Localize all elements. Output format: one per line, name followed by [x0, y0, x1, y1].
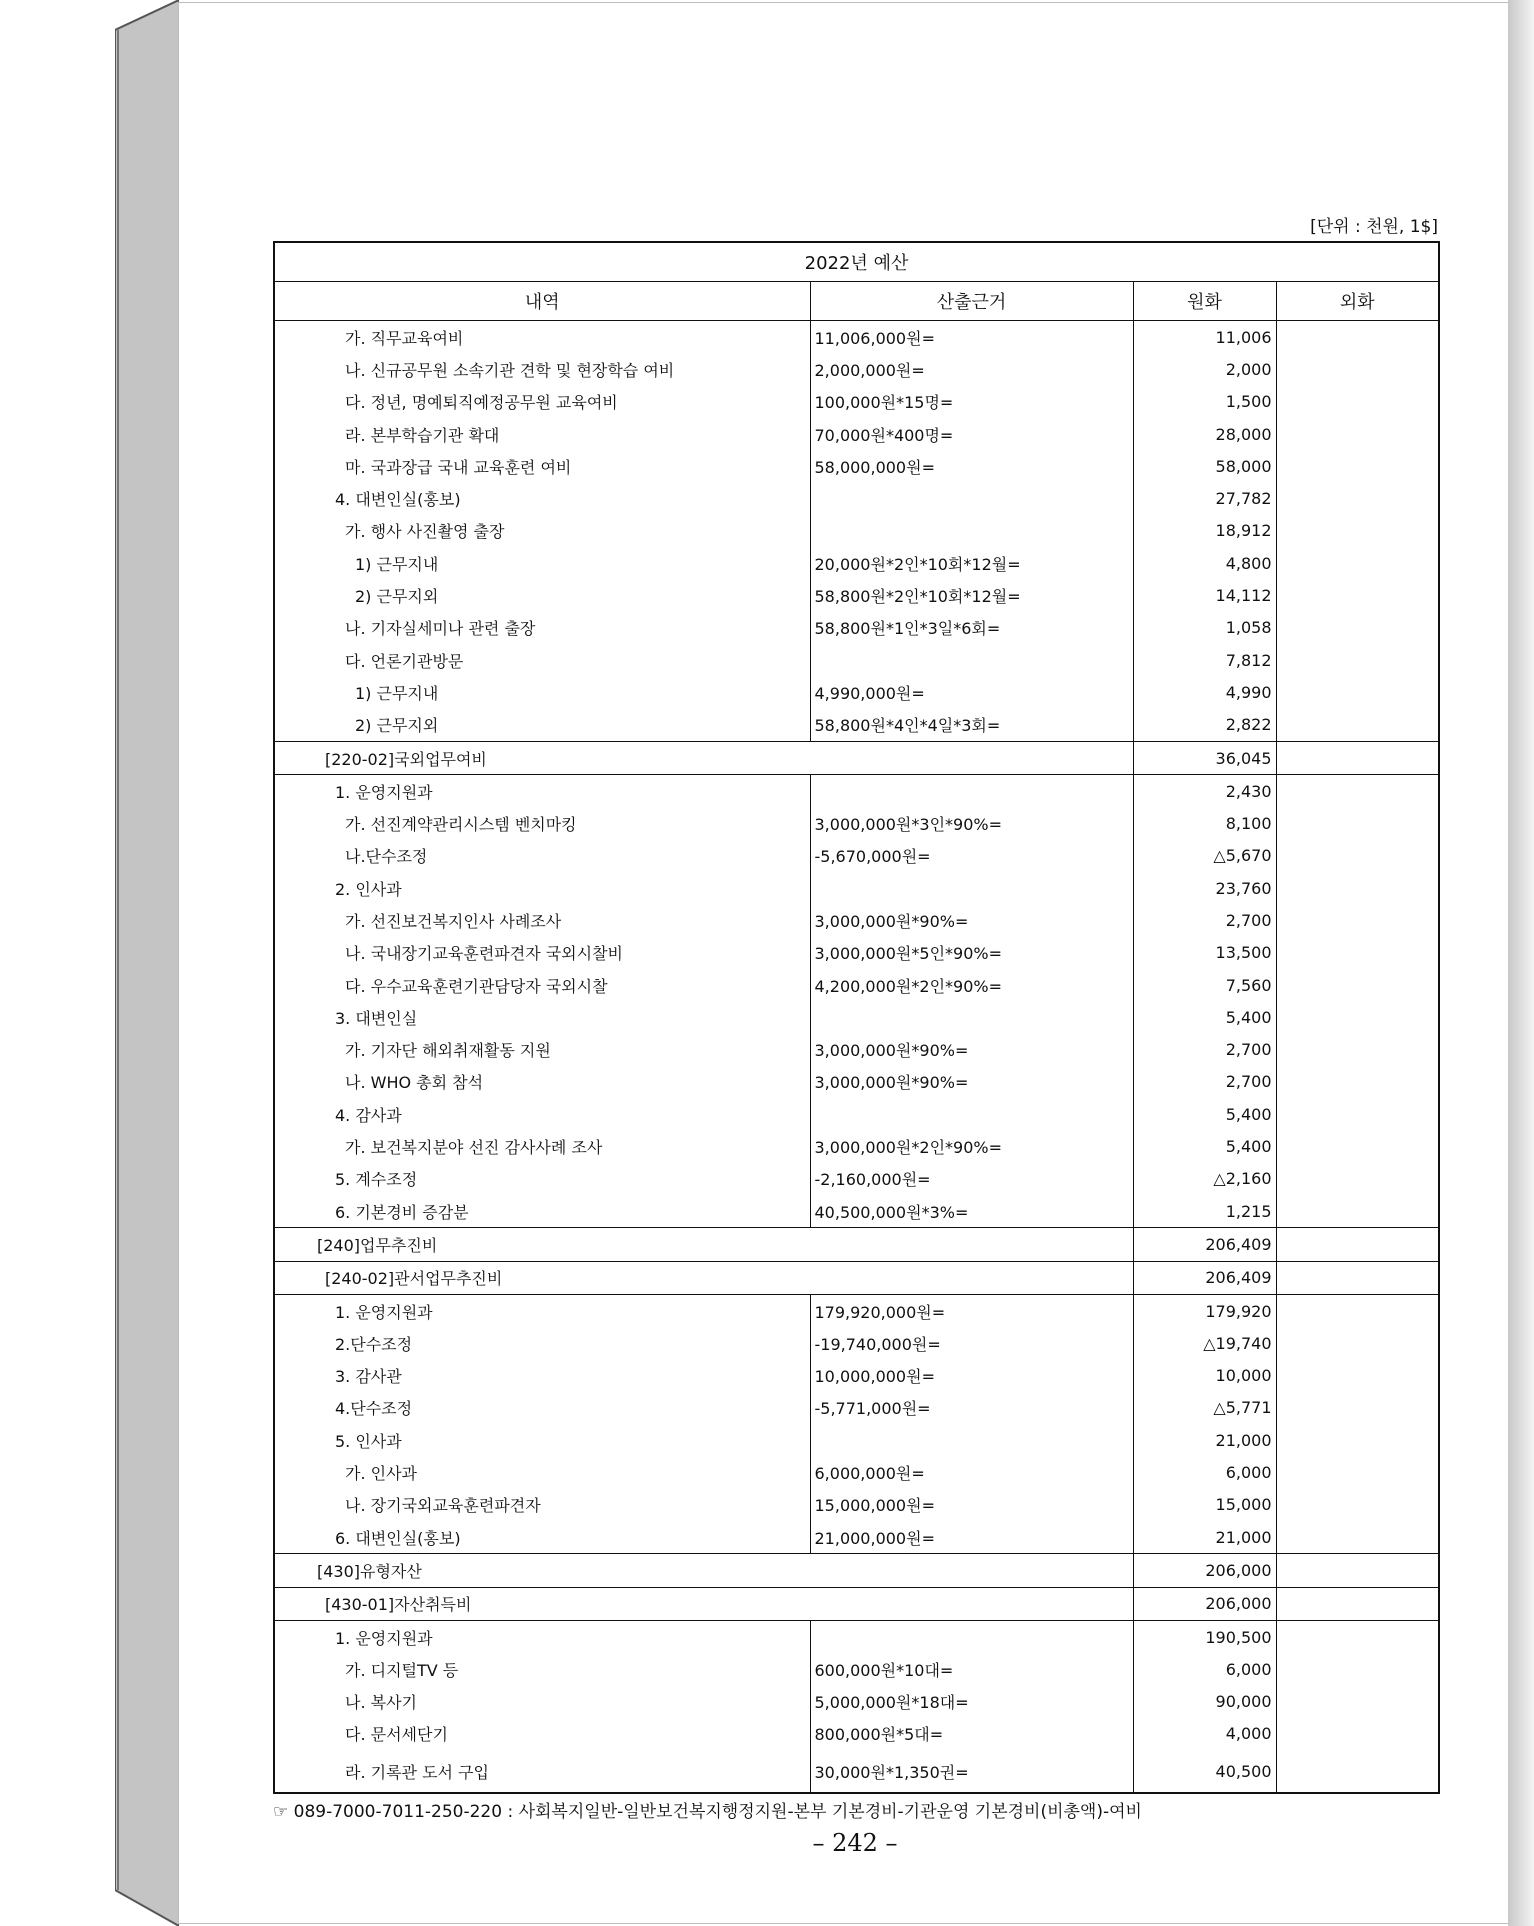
- row-item: 라. 기록관 도서 구입: [274, 1750, 810, 1793]
- row-krw: 206,409: [1133, 1261, 1276, 1294]
- table-row: [274, 1228, 1439, 1261]
- row-basis: [810, 1424, 1133, 1456]
- table-row: [274, 1261, 1439, 1294]
- row-basis: 58,800원*4인*4일*3회=: [810, 709, 1133, 742]
- row-item: [430]유형자산: [274, 1554, 1133, 1587]
- table-row: [274, 1750, 1439, 1793]
- table-row: [274, 1327, 1439, 1359]
- table-row: [274, 904, 1439, 936]
- row-item: 4.단수조정: [274, 1392, 810, 1424]
- budget-table-body: [274, 321, 1439, 1794]
- table-row: [274, 937, 1439, 969]
- row-item: 2.단수조정: [274, 1327, 810, 1359]
- row-item: 5. 계수조정: [274, 1163, 810, 1195]
- row-krw: 7,560: [1133, 969, 1276, 1001]
- row-item: 가. 기자단 해외취재활동 지원: [274, 1034, 810, 1066]
- row-foreign: [1276, 1750, 1439, 1793]
- table-row: [274, 1554, 1439, 1587]
- row-krw: 4,800: [1133, 547, 1276, 579]
- row-basis: 4,990,000원=: [810, 676, 1133, 708]
- table-row: [274, 321, 1439, 354]
- row-krw: 2,700: [1133, 1034, 1276, 1066]
- row-foreign: [1276, 418, 1439, 450]
- row-foreign: [1276, 676, 1439, 708]
- row-basis: [810, 1001, 1133, 1033]
- row-basis: 2,000,000원=: [810, 353, 1133, 385]
- row-item: 2) 근무지외: [274, 579, 810, 611]
- row-basis: 3,000,000원*2인*90%=: [810, 1130, 1133, 1162]
- row-foreign: [1276, 579, 1439, 611]
- row-item: 5. 인사과: [274, 1424, 810, 1456]
- row-foreign: [1276, 644, 1439, 676]
- row-basis: [810, 644, 1133, 676]
- table-row: [274, 1718, 1439, 1750]
- header-krw: 원화: [1133, 282, 1276, 321]
- row-item: 마. 국과장급 국내 교육훈련 여비: [274, 450, 810, 482]
- page-number: – 242 –: [812, 1829, 898, 1857]
- row-basis: 40,500,000원*3%=: [810, 1195, 1133, 1228]
- row-krw: 1,058: [1133, 612, 1276, 644]
- row-krw: 23,760: [1133, 872, 1276, 904]
- row-item: 가. 보건복지분야 선진 감사사례 조사: [274, 1130, 810, 1162]
- table-row: [274, 1653, 1439, 1685]
- row-krw: 2,000: [1133, 353, 1276, 385]
- row-item: [430-01]자산취득비: [274, 1587, 1133, 1620]
- table-row: [274, 418, 1439, 450]
- row-krw: △5,771: [1133, 1392, 1276, 1424]
- row-item: [240-02]관서업무추진비: [274, 1261, 1133, 1294]
- row-item: 가. 인사과: [274, 1456, 810, 1488]
- row-foreign: [1276, 1098, 1439, 1130]
- row-foreign: [1276, 1653, 1439, 1685]
- row-basis: -5,771,000원=: [810, 1392, 1133, 1424]
- row-item: 나. 국내장기교육훈련파견자 국외시찰비: [274, 937, 810, 969]
- row-item: 3. 감사관: [274, 1360, 810, 1392]
- row-foreign: [1276, 1489, 1439, 1521]
- table-row: [274, 1587, 1439, 1620]
- row-foreign: [1276, 709, 1439, 742]
- row-krw: 5,400: [1133, 1098, 1276, 1130]
- table-row: [274, 1294, 1439, 1327]
- row-item: 6. 대변인실(홍보): [274, 1521, 810, 1554]
- row-foreign: [1276, 1554, 1439, 1587]
- row-item: 1. 운영지원과: [274, 1620, 810, 1653]
- table-title: 2022년 예산: [274, 242, 1439, 282]
- row-foreign: [1276, 872, 1439, 904]
- row-basis: 3,000,000원*90%=: [810, 1066, 1133, 1098]
- row-basis: -19,740,000원=: [810, 1327, 1133, 1359]
- row-krw: 15,000: [1133, 1489, 1276, 1521]
- row-foreign: [1276, 1130, 1439, 1162]
- row-krw: 36,045: [1133, 741, 1276, 774]
- row-foreign: [1276, 840, 1439, 872]
- row-item: 가. 선진계약관리시스템 벤치마킹: [274, 807, 810, 839]
- row-item: 가. 선진보건복지인사 사례조사: [274, 904, 810, 936]
- row-krw: 58,000: [1133, 450, 1276, 482]
- row-item: 가. 행사 사진촬영 출장: [274, 515, 810, 547]
- row-foreign: [1276, 1327, 1439, 1359]
- row-basis: [810, 1098, 1133, 1130]
- row-basis: 3,000,000원*90%=: [810, 1034, 1133, 1066]
- table-row: [274, 579, 1439, 611]
- row-krw: 4,990: [1133, 676, 1276, 708]
- row-krw: △5,670: [1133, 840, 1276, 872]
- table-row: [274, 1066, 1439, 1098]
- row-krw: 1,500: [1133, 386, 1276, 418]
- table-row: [274, 515, 1439, 547]
- row-krw: 2,700: [1133, 904, 1276, 936]
- table-row: [274, 1685, 1439, 1717]
- row-item: 나. 복사기: [274, 1685, 810, 1717]
- table-row: [274, 450, 1439, 482]
- header-foreign: 외화: [1276, 282, 1439, 321]
- row-item: 2. 인사과: [274, 872, 810, 904]
- row-krw: 27,782: [1133, 482, 1276, 514]
- row-foreign: [1276, 482, 1439, 514]
- row-foreign: [1276, 904, 1439, 936]
- row-basis: 15,000,000원=: [810, 1489, 1133, 1521]
- row-item: 4. 대변인실(홍보): [274, 482, 810, 514]
- row-basis: 6,000,000원=: [810, 1456, 1133, 1488]
- row-basis: [810, 482, 1133, 514]
- row-basis: 100,000원*15명=: [810, 386, 1133, 418]
- row-item: 1) 근무지내: [274, 547, 810, 579]
- row-item: 나.단수조정: [274, 840, 810, 872]
- table-row: [274, 1195, 1439, 1228]
- row-krw: 206,000: [1133, 1587, 1276, 1620]
- row-krw: 40,500: [1133, 1750, 1276, 1793]
- row-item: 1) 근무지내: [274, 676, 810, 708]
- row-item: 1. 운영지원과: [274, 1294, 810, 1327]
- row-foreign: [1276, 807, 1439, 839]
- row-basis: 58,000,000원=: [810, 450, 1133, 482]
- row-krw: 206,409: [1133, 1228, 1276, 1261]
- binder-spine: [115, 0, 179, 1926]
- row-basis: 21,000,000원=: [810, 1521, 1133, 1554]
- row-krw: 4,000: [1133, 1718, 1276, 1750]
- row-basis: 179,920,000원=: [810, 1294, 1133, 1327]
- table-row: [274, 644, 1439, 676]
- row-basis: [810, 1620, 1133, 1653]
- row-item: 2) 근무지외: [274, 709, 810, 742]
- table-row: [274, 1489, 1439, 1521]
- row-foreign: [1276, 1456, 1439, 1488]
- row-basis: 20,000원*2인*10회*12월=: [810, 547, 1133, 579]
- row-item: 3. 대변인실: [274, 1001, 810, 1033]
- row-item: 가. 직무교육여비: [274, 321, 810, 354]
- table-row: [274, 1424, 1439, 1456]
- row-krw: △2,160: [1133, 1163, 1276, 1195]
- row-basis: 10,000,000원=: [810, 1360, 1133, 1392]
- row-item: [240]업무추진비: [274, 1228, 1133, 1261]
- table-row: [274, 386, 1439, 418]
- budget-table: [273, 241, 1440, 1794]
- row-basis: 600,000원*10대=: [810, 1653, 1133, 1685]
- row-krw: 7,812: [1133, 644, 1276, 676]
- table-row: [274, 1456, 1439, 1488]
- table-row: [274, 547, 1439, 579]
- row-krw: 28,000: [1133, 418, 1276, 450]
- row-basis: 3,000,000원*3인*90%=: [810, 807, 1133, 839]
- row-krw: 14,112: [1133, 579, 1276, 611]
- row-item: 6. 기본경비 증감분: [274, 1195, 810, 1228]
- row-krw: 21,000: [1133, 1424, 1276, 1456]
- row-foreign: [1276, 450, 1439, 482]
- row-basis: 5,000,000원*18대=: [810, 1685, 1133, 1717]
- row-item: [220-02]국외업무여비: [274, 741, 1133, 774]
- row-krw: 5,400: [1133, 1001, 1276, 1033]
- row-krw: 5,400: [1133, 1130, 1276, 1162]
- row-foreign: [1276, 1360, 1439, 1392]
- row-foreign: [1276, 515, 1439, 547]
- row-krw: 206,000: [1133, 1554, 1276, 1587]
- row-foreign: [1276, 1034, 1439, 1066]
- table-row: [274, 612, 1439, 644]
- table-row: [274, 872, 1439, 904]
- table-row: [274, 1034, 1439, 1066]
- table-row: [274, 353, 1439, 385]
- row-krw: 10,000: [1133, 1360, 1276, 1392]
- table-row: [274, 840, 1439, 872]
- row-foreign: [1276, 386, 1439, 418]
- row-basis: [810, 775, 1133, 808]
- row-basis: 11,006,000원=: [810, 321, 1133, 354]
- row-item: 4. 감사과: [274, 1098, 810, 1130]
- row-krw: 13,500: [1133, 937, 1276, 969]
- row-foreign: [1276, 775, 1439, 808]
- table-row: [274, 709, 1439, 742]
- row-foreign: [1276, 1521, 1439, 1554]
- row-krw: 21,000: [1133, 1521, 1276, 1554]
- table-row: [274, 1130, 1439, 1162]
- row-foreign: [1276, 353, 1439, 385]
- row-foreign: [1276, 969, 1439, 1001]
- row-item: 나. 장기국외교육훈련파견자: [274, 1489, 810, 1521]
- row-basis: [810, 515, 1133, 547]
- row-krw: 11,006: [1133, 321, 1276, 354]
- table-row: [274, 1521, 1439, 1554]
- row-item: 다. 언론기관방문: [274, 644, 810, 676]
- row-item: 나. 기자실세미나 관련 출장: [274, 612, 810, 644]
- table-row: [274, 676, 1439, 708]
- table-row: [274, 1620, 1439, 1653]
- page-shadow: [1508, 0, 1534, 1926]
- table-row: [274, 1001, 1439, 1033]
- row-foreign: [1276, 1261, 1439, 1294]
- row-foreign: [1276, 612, 1439, 644]
- row-krw: 90,000: [1133, 1685, 1276, 1717]
- row-basis: 3,000,000원*90%=: [810, 904, 1133, 936]
- row-basis: 800,000원*5대=: [810, 1718, 1133, 1750]
- row-item: 나. 신규공무원 소속기관 견학 및 현장학습 여비: [274, 353, 810, 385]
- row-basis: -5,670,000원=: [810, 840, 1133, 872]
- row-krw: 18,912: [1133, 515, 1276, 547]
- row-foreign: [1276, 1424, 1439, 1456]
- row-foreign: [1276, 741, 1439, 774]
- header-item: 내역: [274, 282, 810, 321]
- row-basis: 30,000원*1,350권=: [810, 1750, 1133, 1793]
- unit-label: [단위 : 천원, 1$]: [1310, 217, 1438, 237]
- account-code-note: ☞ 089-7000-7011-250-220 : 사회복지일반-일반보건복지행정지원-본부 기본경비-기관운영 기본경비(비총액)-여비: [273, 1802, 1142, 1822]
- row-krw: 179,920: [1133, 1294, 1276, 1327]
- table-row: [274, 482, 1439, 514]
- table-row: [274, 1098, 1439, 1130]
- row-foreign: [1276, 1685, 1439, 1717]
- row-foreign: [1276, 1718, 1439, 1750]
- row-krw: 2,700: [1133, 1066, 1276, 1098]
- row-krw: 190,500: [1133, 1620, 1276, 1653]
- row-basis: 58,800원*2인*10회*12월=: [810, 579, 1133, 611]
- row-basis: [810, 872, 1133, 904]
- row-foreign: [1276, 1294, 1439, 1327]
- row-item: 다. 정년, 명예퇴직예정공무원 교육여비: [274, 386, 810, 418]
- row-basis: 3,000,000원*5인*90%=: [810, 937, 1133, 969]
- row-krw: 6,000: [1133, 1456, 1276, 1488]
- row-foreign: [1276, 937, 1439, 969]
- row-basis: 4,200,000원*2인*90%=: [810, 969, 1133, 1001]
- row-krw: 2,430: [1133, 775, 1276, 808]
- row-foreign: [1276, 1620, 1439, 1653]
- row-krw: 1,215: [1133, 1195, 1276, 1228]
- row-krw: 8,100: [1133, 807, 1276, 839]
- row-basis: 58,800원*1인*3일*6회=: [810, 612, 1133, 644]
- row-foreign: [1276, 321, 1439, 354]
- row-item: 다. 우수교육훈련기관담당자 국외시찰: [274, 969, 810, 1001]
- header-basis: 산출근거: [810, 282, 1133, 321]
- row-foreign: [1276, 547, 1439, 579]
- row-foreign: [1276, 1066, 1439, 1098]
- table-row: [274, 775, 1439, 808]
- row-krw: 2,822: [1133, 709, 1276, 742]
- table-row: [274, 1163, 1439, 1195]
- row-foreign: [1276, 1001, 1439, 1033]
- row-foreign: [1276, 1587, 1439, 1620]
- table-row: [274, 1392, 1439, 1424]
- row-item: 다. 문서세단기: [274, 1718, 810, 1750]
- row-foreign: [1276, 1195, 1439, 1228]
- table-row: [274, 807, 1439, 839]
- table-row: [274, 1360, 1439, 1392]
- row-item: 1. 운영지원과: [274, 775, 810, 808]
- row-foreign: [1276, 1163, 1439, 1195]
- row-item: 나. WHO 총회 참석: [274, 1066, 810, 1098]
- row-krw: 6,000: [1133, 1653, 1276, 1685]
- table-row: [274, 741, 1439, 774]
- table-row: [274, 969, 1439, 1001]
- row-foreign: [1276, 1228, 1439, 1261]
- row-krw: △19,740: [1133, 1327, 1276, 1359]
- row-basis: -2,160,000원=: [810, 1163, 1133, 1195]
- row-foreign: [1276, 1392, 1439, 1424]
- row-basis: 70,000원*400명=: [810, 418, 1133, 450]
- row-item: 가. 디지털TV 등: [274, 1653, 810, 1685]
- row-item: 라. 본부학습기관 확대: [274, 418, 810, 450]
